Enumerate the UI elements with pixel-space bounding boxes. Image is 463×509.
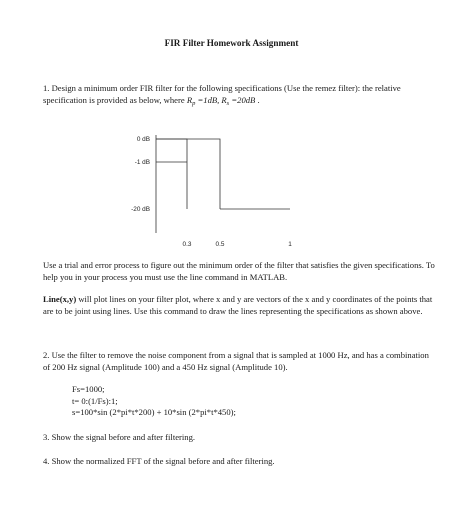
question-3: 3. Show the signal before and after filtering. — [43, 432, 196, 442]
code-line: t= 0:(1/Fs):1; — [72, 395, 118, 406]
code-line: s=100*sin (2*pi*t*200) + 10*sin (2*pi*t*450); — [72, 407, 236, 417]
matlab-code-block — [72, 384, 236, 419]
rp-value: =1dB, — [195, 94, 222, 105]
x-tick-label-0-3: 0.3 — [182, 241, 192, 248]
spec-line-2 — [156, 139, 220, 209]
x-tick-label-1: 1 — [288, 241, 292, 248]
line-command-name: Line(x,y) — [43, 294, 77, 304]
rp-symbol: R — [186, 94, 193, 105]
question-1 — [43, 83, 435, 109]
y-tick-label-1db: -1 dB — [134, 159, 150, 166]
spec-line-0 — [156, 139, 187, 209]
question-1-end: . — [255, 94, 260, 105]
rs-subscript: s — [226, 99, 230, 107]
rp-subscript: p — [192, 99, 196, 107]
x-tick-label-0-5: 0.5 — [215, 241, 225, 248]
code-line: Fs=1000; — [72, 384, 105, 394]
question-1-text: 1. Design a minimum order FIR filter for the following specifications (Use the remez filter): the relative specification is provided as below, where — [43, 83, 401, 105]
question-4: 4. Show the normalized FFT of the signal before and after filtering. — [43, 456, 275, 466]
y-tick-label-20db: -20 dB — [131, 206, 150, 213]
line-command-text: will plot lines on your filter plot, where x and y are vectors of the x and y coordinates of the points that are to be joint using lines. Use this command to draw the lines representing the specifications as shown above. — [43, 294, 433, 316]
line-command-paragraph — [43, 294, 435, 317]
spec-lines — [156, 135, 290, 233]
rs-symbol: R — [221, 94, 227, 105]
rs-value: =20dB — [229, 94, 256, 105]
page-title: FIR Filter Homework Assignment — [164, 38, 299, 48]
filter-spec-plot — [120, 130, 330, 250]
trial-error-paragraph: Use a trial and error process to figure out the minimum order of the filter that satisfies the given specifications. To help you in your process you must use the line command in MATLAB. — [43, 260, 435, 282]
question-2: 2. Use the filter to remove the noise component from a signal that is sampled at 1000 Hz, and has a combination of 200 Hz signal (Amplitude 100) and a 450 Hz signal (Amplitude 10). — [43, 350, 429, 372]
y-tick-label-0db: 0 dB — [136, 136, 150, 143]
